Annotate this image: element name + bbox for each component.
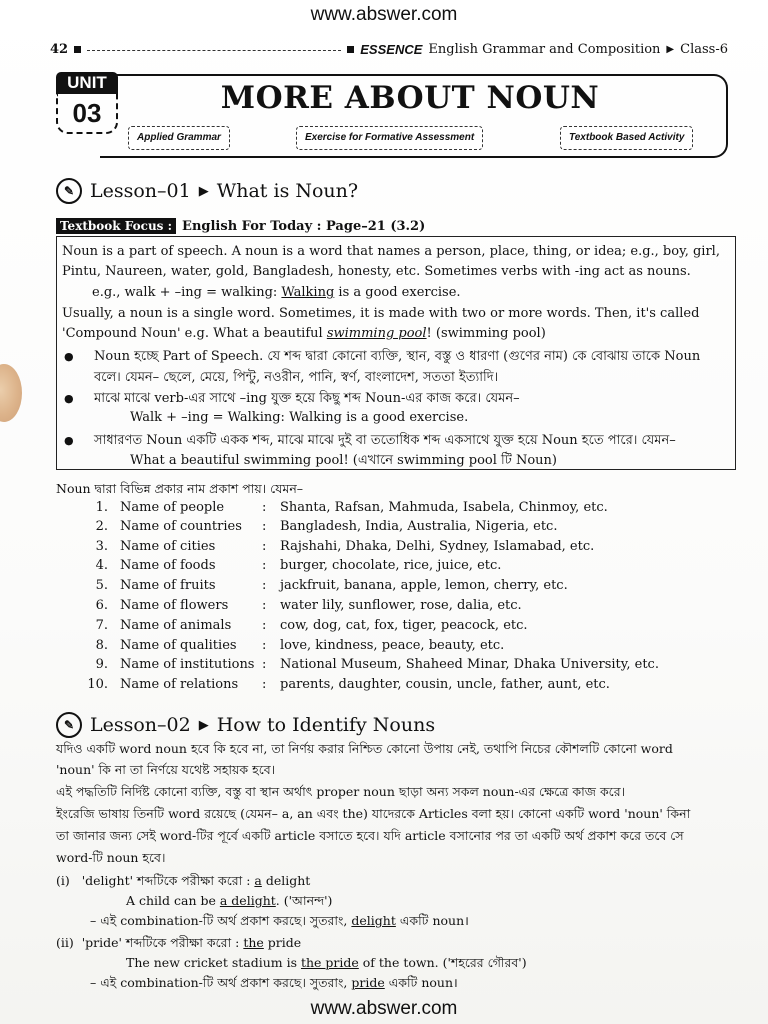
list-item: [0, 539, 768, 557]
list-item: [0, 500, 768, 518]
lesson-1-heading: [56, 178, 358, 204]
list-item: [0, 638, 768, 656]
list-item: [0, 618, 768, 636]
textbook-focus: [56, 218, 425, 234]
unit-label: UNIT: [56, 72, 118, 94]
lesson-2-label: Lesson–02: [90, 714, 191, 736]
lesson-icon: ✎: [56, 178, 82, 204]
list-item: [0, 519, 768, 537]
square-marker-icon: [74, 46, 81, 53]
box-line-5: [62, 326, 546, 341]
item-value: National Museum, Shaheed Minar, Dhaka University, etc.: [280, 657, 659, 672]
item-value: parents, daughter, cousin, uncle, father, aunt, etc.: [280, 677, 610, 692]
item-number: 1.: [95, 500, 108, 515]
underlined-word: swimming pool: [326, 326, 427, 341]
text-segment: ! (swimming pool): [426, 326, 546, 341]
finger-edge: [0, 364, 22, 422]
text-segment: 'delight' শব্দটিকে পরীক্ষা করো :: [81, 873, 255, 888]
example-2-prompt: [56, 935, 301, 955]
book-title: English Grammar and Composition: [428, 41, 661, 57]
colon: :: [262, 578, 267, 593]
underlined-word: the pride: [300, 955, 359, 970]
item-name: Name of institutions: [120, 657, 255, 672]
underlined-word: pride: [351, 975, 385, 990]
page-number: 42: [50, 41, 69, 57]
box-line-1: Noun is a part of speech. A noun is a word that names a person, place, thing, or idea; e.g., boy, girl,: [62, 244, 720, 259]
item-number: 4.: [95, 558, 108, 573]
example-1-prompt: [56, 873, 310, 893]
item-name: Name of countries: [120, 519, 242, 534]
colon: :: [262, 638, 267, 653]
lesson-2-para-2: এই পদ্ধতিটি নির্দিষ্ট কোনো ব্যক্তি, বস্তু বা স্থান অর্থাৎ proper noun ছাড়া অন্য সকল noun-এর ক্ষেত্রে কাজ করে।: [56, 784, 626, 799]
text-segment: The new cricket stadium is: [126, 955, 301, 970]
item-value: Shanta, Rafsan, Mahmuda, Isabela, Chinmoy, etc.: [280, 500, 608, 515]
colon: :: [262, 519, 267, 534]
text-segment: delight: [261, 873, 311, 888]
item-name: Name of fruits: [120, 578, 216, 593]
list-item: [0, 677, 768, 695]
item-number: 6.: [95, 598, 108, 613]
item-name: Name of qualities: [120, 638, 237, 653]
item-value: cow, dog, cat, fox, tiger, peacock, etc.: [280, 618, 528, 633]
textbook-focus-label: Textbook Focus :: [56, 218, 176, 234]
text-segment: A child can be: [126, 893, 220, 908]
underlined-word: Walking: [281, 285, 335, 300]
unit-badge: [56, 72, 118, 134]
item-number: 8.: [95, 638, 108, 653]
item-number: 2.: [95, 519, 108, 534]
lesson-2-para-3-line-1: ইংরেজি ভাষায় তিনটি word রয়েছে (যেমন– a, an এবং the) যাদেরকে Articles বলা হয়। কোনো একটি word 'noun' কিনা: [56, 806, 691, 821]
text-segment: – এই combination-টি অর্থ প্রকাশ করছে। সুতরাং,: [90, 913, 352, 928]
item-number: 3.: [95, 539, 108, 554]
box-line-2: Pintu, Naureen, water, gold, Bangladesh, honesty, etc. Sometimes verbs with -ing act as nouns.: [62, 264, 691, 279]
lesson-1-title: What is Noun?: [216, 180, 359, 202]
bullet-icon: ●: [64, 350, 74, 363]
triangle-icon: ▶: [198, 183, 209, 199]
example-1-result: [90, 912, 469, 933]
unit-number: 03: [56, 94, 118, 134]
bullet-2-line-2: Walk + –ing = Walking: Walking is a good exercise.: [130, 410, 469, 425]
underlined-word: a delight: [219, 893, 276, 908]
item-number: 9.: [95, 657, 108, 672]
item-name: Name of people: [120, 500, 225, 515]
bullet-1-line-2: বলে। যেমন– ছেলে, মেয়ে, পিন্টু, নওরীন, পানি, স্বর্ণ, বাংলাদেশ, সততা ইত্যাদি।: [94, 370, 499, 385]
item-value: water lily, sunflower, rose, dalia, etc.: [280, 598, 522, 613]
colon: :: [262, 539, 267, 554]
site-watermark-top: www.abswer.com: [310, 4, 458, 25]
item-name: Name of foods: [120, 558, 216, 573]
underlined-word: a: [254, 873, 262, 888]
item-value: jackfruit, banana, apple, lemon, cherry, etc.: [280, 578, 568, 593]
unit-title: MORE ABOUT NOUN: [220, 80, 600, 116]
running-header: [50, 40, 728, 58]
tag-applied-grammar: Applied Grammar: [128, 126, 230, 150]
text-segment: e.g., walk + –ing = walking:: [92, 285, 282, 300]
example-1-sentence: [126, 893, 332, 913]
text-segment: একটি noun।: [384, 975, 458, 990]
item-number: 10.: [87, 677, 108, 692]
item-name: Name of relations: [120, 677, 239, 692]
colon: :: [262, 598, 267, 613]
lesson-2-para-3-line-2: তা জানার জন্য সেই word-টির পূর্বে একটি article বসাতে হবে। যদি article বসানোর পর তা একটি অর্থ প্রকাশ করে তবে সে: [56, 828, 684, 843]
textbook-focus-text: English For Today : Page–21 (3.2): [182, 218, 426, 234]
triangle-icon: ▶: [666, 43, 675, 55]
list-item: [0, 558, 768, 576]
list-item: [0, 598, 768, 616]
item-value: Bangladesh, India, Australia, Nigeria, etc.: [280, 519, 558, 534]
bullet-3-line-1: সাধারণত Noun একটি একক শব্দ, মাঝে মাঝে দুই বা ততোধিক শব্দ একসাথে যুক্ত হয়ে Noun হতে পারে। যেমন–: [94, 433, 676, 448]
colon: :: [262, 677, 267, 692]
text-segment: 'pride' শব্দটিকে পরীক্ষা করো :: [81, 935, 244, 950]
text-segment: 'Compound Noun' e.g. What a beautiful: [62, 326, 327, 341]
tag-formative-assessment: Exercise for Formative Assessment: [296, 126, 483, 150]
list-item: [0, 578, 768, 596]
text-segment: is a good exercise.: [334, 285, 461, 300]
bullet-icon: ●: [64, 392, 74, 405]
bullet-2-line-1: মাঝে মাঝে verb-এর সাথে –ing যুক্ত হয়ে কিছু শব্দ Noun-এর কাজ করে। যেমন–: [94, 391, 520, 406]
item-name: Name of cities: [120, 539, 216, 554]
bullet-1-line-1: Noun হচ্ছে Part of Speech. যে শব্দ দ্বারা কোনো ব্যক্তি, স্থান, বস্তু ও ধারণা (গুণের নাম) কে বোঝায় তাকে Noun: [94, 349, 701, 364]
site-watermark-bottom: www.abswer.com: [310, 998, 458, 1019]
lesson-2-para-1-line-2: 'noun' কি না তা নির্ণয়ে যথেষ্ট সহায়ক হবে।: [56, 762, 276, 777]
tag-textbook-activity: Textbook Based Activity: [560, 126, 693, 150]
example-2-result: [90, 974, 458, 995]
example-number: (ii): [56, 935, 74, 950]
example-2-sentence: [126, 955, 527, 975]
underlined-word: delight: [351, 913, 396, 928]
header-rule: [87, 50, 341, 51]
item-name: Name of flowers: [120, 598, 229, 613]
brand-name: ESSENCE: [360, 41, 423, 57]
text-segment: – এই combination-টি অর্থ প্রকাশ করছে। সুতরাং,: [90, 975, 352, 990]
colon: :: [262, 500, 267, 515]
triangle-icon: ▶: [198, 717, 209, 733]
text-segment: . ('আনন্দ'): [275, 893, 333, 908]
box-line-4: Usually, a noun is a single word. Sometimes, it is made with two or more words. Then, it's called: [62, 306, 700, 321]
item-value: Rajshahi, Dhaka, Delhi, Sydney, Islamabad, etc.: [280, 539, 595, 554]
underlined-word: the: [243, 935, 264, 950]
bullet-3-line-2: What a beautiful swimming pool! (এখানে swimming pool টি Noun): [130, 453, 557, 468]
square-marker-icon: [347, 46, 354, 53]
lesson-icon: ✎: [56, 712, 82, 738]
item-number: 7.: [95, 618, 108, 633]
lesson-2-para-3-line-3: word-টি noun হবে।: [56, 850, 166, 865]
list-intro: Noun দ্বারা বিভিন্ন প্রকার নাম প্রকাশ পায়। যেমন–: [56, 481, 304, 496]
lesson-2-title: How to Identify Nouns: [216, 714, 436, 736]
colon: :: [262, 618, 267, 633]
colon: :: [262, 558, 267, 573]
class-label: Class-6: [680, 41, 728, 57]
colon: :: [262, 657, 267, 672]
item-value: love, kindness, peace, beauty, etc.: [280, 638, 505, 653]
text-segment: pride: [263, 935, 302, 950]
text-segment: of the town. ('শহরের গৌরব'): [358, 955, 527, 970]
item-value: burger, chocolate, rice, juice, etc.: [280, 558, 502, 573]
text-segment: একটি noun।: [395, 913, 469, 928]
item-number: 5.: [95, 578, 108, 593]
example-number: (i): [56, 873, 70, 888]
list-item: [0, 657, 768, 675]
lesson-2-heading: [56, 712, 435, 738]
box-line-3: [92, 285, 461, 300]
lesson-2-para-1-line-1: যদিও একটি word noun হবে কি হবে না, তা নির্ণয় করার নিশ্চিত কোনো উপায় নেই, তথাপি নিচের কৌশলটি কোনো word: [56, 741, 673, 756]
item-name: Name of animals: [120, 618, 232, 633]
lesson-1-label: Lesson–01: [90, 180, 191, 202]
bullet-icon: ●: [64, 434, 74, 447]
